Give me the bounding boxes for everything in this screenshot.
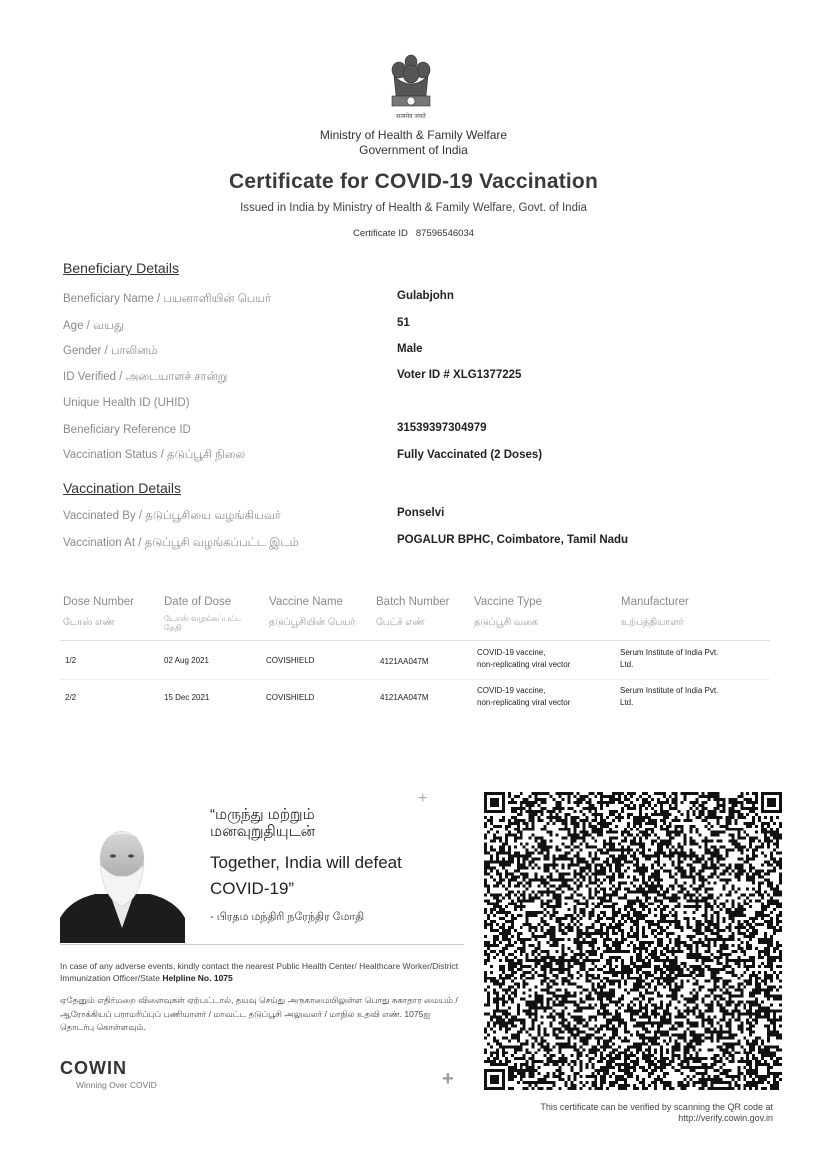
dose-2-vaccine-name: COVISHIELD [266,693,315,702]
vaccinated-by-label: Vaccinated By / தடுப்பூசியை வழங்கியவர் [63,510,281,522]
vaccination-section-title: Vaccination Details [63,480,182,496]
dose-2-manufacturer-line-2: Ltd. [620,698,634,707]
col-header-vaccine-type-ta: தடுப்பூசி வகை [474,617,539,628]
helpline-number: Helpline No. 1075 [162,973,233,983]
col-header-dose-number: Dose Number [63,596,134,608]
verification-url: http://verify.cowin.gov.in [678,1113,773,1123]
dose-2-type-line-2: non-replicating viral vector [477,698,571,707]
age-label: Age / வயது [63,320,124,332]
footer-divider [60,944,464,945]
cowin-tagline: Winning Over COVID [76,1080,157,1090]
ministry-name: Ministry of Health & Family Welfare [319,128,508,142]
plus-decoration-icon: + [442,1068,454,1090]
id-verified-value: Voter ID # XLG1377225 [397,369,522,381]
col-header-batch-ta: பேட்ச் எண் [376,617,425,628]
vaccination-status-value: Fully Vaccinated (2 Doses) [397,449,543,461]
dose-1-manufacturer-line-1: Serum Institute of India Pvt. [620,648,719,657]
dose-2-batch: 4121AA047M [380,693,429,702]
quote-tamil-line-2: மனவுறுதியுடன் [210,823,316,840]
certificate-title: Certificate for COVID-19 Vaccination [229,170,598,193]
quote-attribution: - பிரதம மந்திரி நரேந்திர மோதி [210,911,365,923]
dose-1-batch: 4121AA047M [380,657,429,666]
vaccination-at-value: POGALUR BPHC, Coimbatore, Tamil Nadu [397,534,629,546]
col-header-manufacturer-ta: உற்பத்தியாளர் [621,617,684,628]
qr-code [484,792,782,1090]
national-emblem-icon [386,52,436,124]
vaccination-status-label: Vaccination Status / தடுப்பூசி நிலை [63,449,246,461]
adverse-events-text: In case of any adverse events, kindly contact the nearest Public Health Center/ Healthcare Worker/District Immunization Officer/State [60,961,459,983]
col-header-date: Date of Dose [164,596,232,608]
plus-decoration-icon: + [418,790,428,807]
beneficiary-name-label: Beneficiary Name / பயனாளியின் பெயர் [63,293,272,305]
table-row-divider [60,679,770,680]
dose-1-vaccine-name: COVISHIELD [266,656,315,665]
verification-note [460,1102,773,1124]
quote-english: Together, India will defeat COVID-19” [210,853,402,898]
table-divider [60,640,770,641]
quote-tamil-line-1: “மருந்து மற்றும் [210,806,315,823]
col-header-dose-number-ta: டோஸ் எண் [63,617,115,628]
certificate-id-value: 87596546034 [415,228,475,239]
dose-1-type-line-2: non-replicating viral vector [477,660,571,669]
adverse-events-notice [60,960,460,984]
col-header-vaccine-name-ta: தடுப்பூசியின் பெயர் [269,617,356,628]
beneficiary-section-title: Beneficiary Details [63,260,179,276]
reference-id-label: Beneficiary Reference ID [63,424,191,436]
col-header-vaccine-type: Vaccine Type [474,596,542,608]
adverse-events-notice-tamil: ஏதேனும் எதிர்மறை விளைவுகள் ஏற்பட்டால், தயவு செய்து அருகாமையிலுள்ள பொது சுகாதார மையம் / ஆரோக்கியப் பராமரிப்புப் பணியாளர் / மாவட்ட தடுப்பூசி அலுவலர் / மாநில உதவி எண். 1075ஐ தொடர்பு கொள்ளவும். [60,995,458,1032]
age-value: 51 [397,317,410,329]
quote-tamil [210,806,315,840]
portrait-photo [60,818,185,943]
dose-1-date: 02 Aug 2021 [164,656,209,665]
col-header-date-ta: டோஸ் வழங்கப்பட்ட தேதி [164,614,242,632]
government-name: Government of India [359,143,468,157]
dose-1-manufacturer-line-2: Ltd. [620,660,634,669]
svg-text:सत्यमेव जयते: सत्यमेव जयते [396,113,426,120]
gender-value: Male [397,343,423,355]
gender-label: Gender / பாலினம் [63,345,158,357]
dose-2-number: 2/2 [65,693,77,702]
dose-1-number: 1/2 [65,656,77,665]
issued-by: Issued in India by Ministry of Health & Family Welfare, Govt. of India [240,202,587,214]
dose-2-type-line-1: COVID-19 vaccine, [477,686,546,695]
dose-2-date: 15 Dec 2021 [164,693,210,702]
col-header-batch: Batch Number [376,596,450,608]
beneficiary-name-value: Gulabjohn [397,290,454,302]
cowin-logo: COWIN [60,1058,127,1078]
col-header-vaccine-name: Vaccine Name [269,596,343,608]
certificate-id [0,228,827,239]
vaccinated-by-value: Ponselvi [397,507,445,519]
certificate-id-label: Certificate ID [352,228,408,239]
verification-text: This certificate can be verified by scanning the QR code at [540,1102,773,1112]
uhid-label: Unique Health ID (UHID) [63,397,190,409]
dose-2-manufacturer-line-1: Serum Institute of India Pvt. [620,686,719,695]
vaccination-at-label: Vaccination At / தடுப்பூசி வழங்கப்பட்ட இடம் [63,537,299,549]
reference-id-value: 31539397304979 [397,422,487,434]
col-header-manufacturer: Manufacturer [621,596,689,608]
dose-1-type-line-1: COVID-19 vaccine, [477,648,546,657]
id-verified-label: ID Verified / அடையாளச் சான்று [63,371,228,383]
